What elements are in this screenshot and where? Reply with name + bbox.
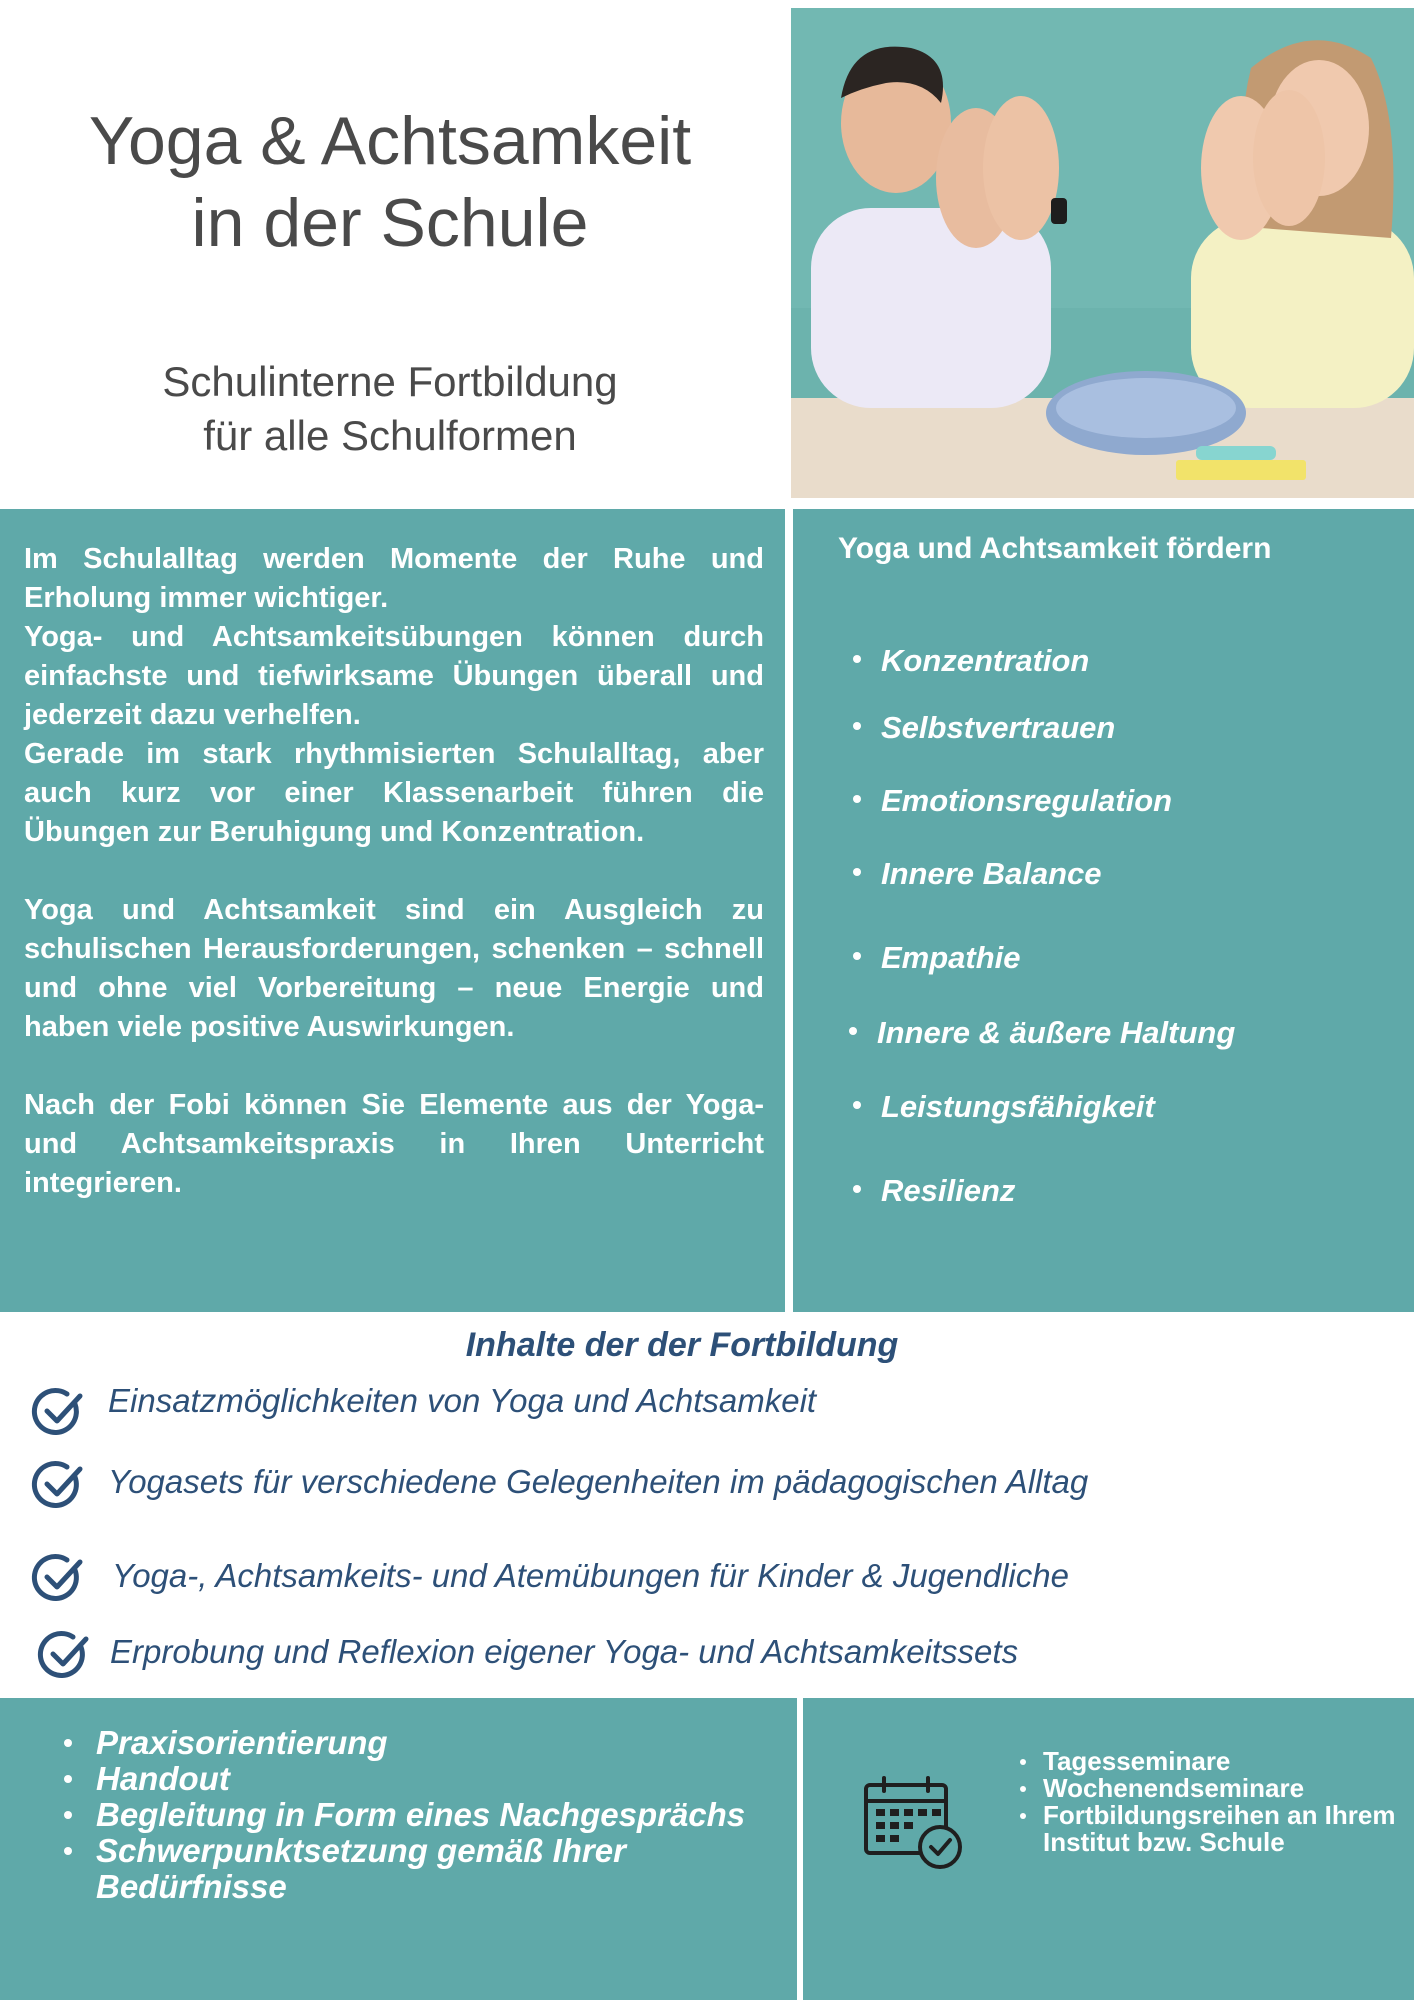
subtitle-line-1: Schulinterne Fortbildung [162, 358, 618, 405]
format-item: Tagesseminare [1018, 1748, 1398, 1775]
bullet-dot [853, 795, 861, 803]
feature-item: Praxisorientierung [62, 1725, 782, 1761]
benefit-item [853, 1089, 1155, 1125]
intro-paragraph-5: Nach der Fobi können Sie Elemente aus der Yoga- und Achtsamkeitspraxis in Ihren Unterricht integrieren. [24, 1089, 764, 1199]
features-list [62, 1725, 782, 1905]
benefit-label: Empathie [881, 940, 1021, 975]
bullet-dot [853, 1101, 861, 1109]
bullet-dot [853, 952, 861, 960]
title-line-1: Yoga & Achtsamkeit [88, 103, 692, 179]
check-circle-icon [31, 1384, 85, 1438]
content-item: Erprobung und Reflexion eigener Yoga- und Achtsamkeitssets [110, 1633, 1019, 1670]
calendar-check-icon [862, 1775, 968, 1871]
feature-item: Schwerpunktsetzung gemäß Ihrer Bedürfnisse [62, 1833, 782, 1905]
benefit-item [849, 1015, 1235, 1051]
students-photo [791, 8, 1414, 498]
benefit-item [853, 1173, 1015, 1209]
feature-item: Handout [62, 1761, 782, 1797]
benefit-label: Emotionsregulation [881, 783, 1173, 818]
intro-paragraph-1: Im Schulalltag werden Momente der Ruhe und Erholung immer wichtiger. [24, 543, 764, 614]
page-title [0, 100, 780, 264]
content-item: Einsatzmöglichkeiten von Yoga und Achtsamkeit [108, 1382, 817, 1419]
bullet-dot [853, 722, 861, 730]
check-circle-icon [37, 1627, 91, 1681]
benefit-label: Innere & äußere Haltung [877, 1015, 1236, 1050]
format-item: Fortbildungsreihen an Ihrem Institut bzw. Schule [1018, 1802, 1398, 1856]
benefits-title: Yoga und Achtsamkeit fördern [838, 532, 1272, 565]
format-item: Wochenendseminare [1018, 1775, 1398, 1802]
students-photo-illustration [791, 8, 1414, 498]
benefit-label: Selbstvertrauen [881, 710, 1116, 745]
intro-paragraph-3: Gerade im stark rhythmisierten Schulalltag, aber auch kurz vor einer Klassenarbeit führen die Übungen zur Beruhigung und Konzentration. [24, 738, 764, 848]
formats-list [1018, 1748, 1398, 1856]
benefit-label: Resilienz [881, 1173, 1016, 1208]
subtitle-line-2: für alle Schulformen [203, 412, 577, 459]
check-circle-icon [31, 1457, 85, 1511]
benefit-item [853, 710, 1115, 746]
benefit-label: Konzentration [881, 643, 1090, 678]
bullet-dot [853, 655, 861, 663]
benefit-item [853, 783, 1172, 819]
bullet-dot [853, 1185, 861, 1193]
bullet-dot [853, 868, 861, 876]
bullet-dot [849, 1027, 857, 1035]
benefit-label: Innere Balance [881, 856, 1102, 891]
benefit-item [853, 856, 1102, 892]
content-item: Yoga-, Achtsamkeits- und Atemübungen für Kinder & Jugendliche [112, 1557, 1069, 1594]
check-circle-icon [31, 1550, 85, 1604]
benefit-label: Leistungsfähigkeit [881, 1089, 1155, 1124]
intro-paragraph-4: Yoga und Achtsamkeit sind ein Ausgleich zu schulischen Herausforderungen, schenken – schnell und ohne viel Vorbereitung – neue Energie und haben viele positive Auswirkungen. [24, 894, 764, 1043]
feature-item: Begleitung in Form eines Nachgesprächs [62, 1797, 782, 1833]
content-item: Yogasets für verschiedene Gelegenheiten im pädagogischen Alltag [108, 1463, 1089, 1500]
benefit-item [853, 940, 1021, 976]
title-line-2: in der Schule [191, 185, 589, 261]
contents-title: Inhalte der der Fortbildung [465, 1326, 899, 1364]
benefit-item [853, 643, 1089, 679]
intro-paragraph-2: Yoga- und Achtsamkeitsübungen können durch einfachste und tiefwirksame Übungen überall und jederzeit dazu verhelfen. [24, 621, 764, 731]
intro-text [24, 540, 764, 1203]
page-subtitle [0, 355, 780, 463]
